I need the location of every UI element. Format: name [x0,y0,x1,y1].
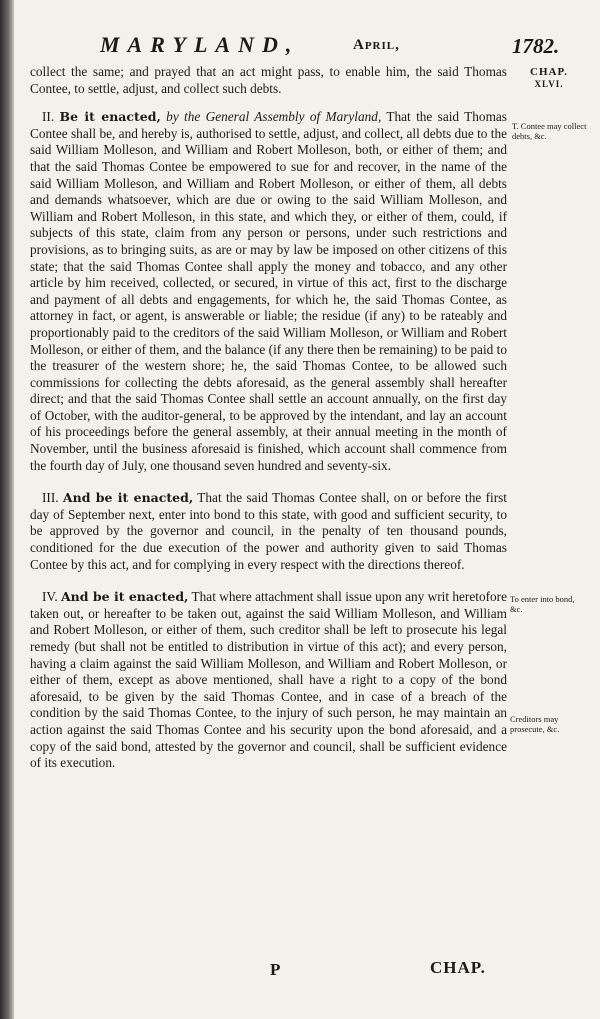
section-iv [30,589,507,772]
section-iii-enacting-clause: And be it enacted, [62,490,194,506]
section-ii [30,109,507,474]
header-title: MARYLAND, [100,32,300,57]
section-ii-authority: by the General Assembly of Maryland, [166,109,382,125]
intro-paragraph: collect the same; and prayed that an act might pass, to enable him, the said Thomas Contee, to settle, adjust, and collect such debts. [30,64,507,96]
section-iv-text: That where attachment shall issue upon any writ heretofore taken out, or hereafter to be taken out, against the said William Molleson, and William and Robert Molleson, or either of them, such creditor shall be left to prosecute his legal remedy (but shall not be entitled to distribution in virtue of this act); and every person, having a claim against the said William Molleson, and William and Robert Molleson, or either of them, except as above mentioned, shall have a right to a copy of the bond aforesaid, to be given by the said Thomas Contee, and in case of a breach of the condition by the said Thomas Contee, to the injury of such person, he may maintain an action against the said Thomas Contee and his security upon the bond aforesaid, and a copy of the said bond, attested by the governor and council, shall be sufficient evidence of its execution. [30,589,507,771]
header-year: 1782. [512,34,560,58]
signature-mark: P [270,960,281,979]
section-iii-text: That the said Thomas Contee shall, on or before the first day of September next, enter into bond to this state, with good and sufficient security, to be approved by the governor and council, in the penalty of ten thousand pounds, conditioned for the due execution of the power and authority given to said Thomas Contee by this act, and for complying in every respect with the directions thereof. [30,490,507,572]
margin-note-contee-collect: T. Contee may collect debts, &c. [512,121,587,141]
margin-note-enter-bond: To enter into bond, &c. [510,594,575,614]
section-iii-number: III. [42,490,59,506]
catchword: CHAP. [430,958,486,977]
section-iv-enacting-clause: And be it enacted, [60,589,189,605]
section-ii-enacting-clause: Be it enacted, [59,109,161,125]
chapter-marker [510,66,588,90]
chapter-label: CHAP. [530,66,568,78]
section-iii [30,490,507,573]
section-iv-number: IV. [42,589,58,605]
main-text [30,64,507,772]
section-ii-number: II. [42,109,55,125]
margin-note-creditors-prosecute: Creditors may prosecute, &c. [510,714,560,734]
header-month: April, [353,37,400,53]
chapter-number: XLVI. [534,79,564,89]
running-header [100,32,570,62]
book-spine-shadow [0,0,14,1019]
section-ii-text: That the said Thomas Contee shall be, and hereby is, authorised to settle, adjust, and collect, all debts due to the said William Molleson, and William and Robert Molleson, both, or either of them; and that the said Thomas Contee be empowered to sue for and recover, in the name of the said William Molleson, and William and Robert Molleson, or either of them, all debts and demands whatsoever, which are due or owing to the said William Molleson, and William and Robert Molleson, in this state, and which they, or either of them, could, if subjects of this state, claim from any person or persons, under such restrictions and provisions, as to bringing suits, as are or may by law be imposed on other citizens of this state; that the said Thomas Contee shall apply the money and tobacco, and any other article by him received, collected, or secured, in virtue of this act, first to the discharge and payment of all debts and engagements, for which he, the said Thomas Contee, as attorney in fact, or agent, is answerable or liable; the residue (if any) to be rateably and proportionably paid to the creditors of the said William Molleson, or William and Robert Molleson, or either of them, and the balance (if any there then be remaining) to be paid to the treasurer of the western shore; he, the said Thomas Contee, to be allowed such commissions for collecting the debts aforesaid, as the general assembly shall hereafter direct; and that the said Thomas Contee shall settle an account annually, on the first day of October, with the auditor-general, to be approved by the intendant, and lay an account of his proceedings before the general assembly, at their annual meeting in the month of November, until the business aforesaid is finished, which account shall commence from the fourth day of July, one thousand seven hundred and seventy-six. [30,109,507,473]
